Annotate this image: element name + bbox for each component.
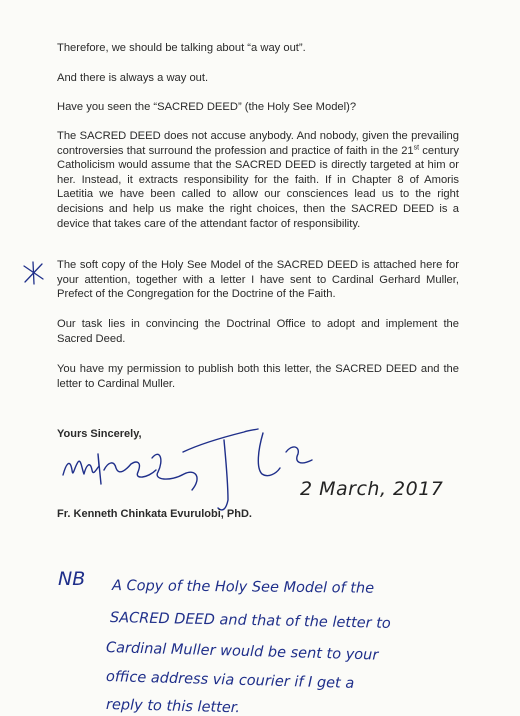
paragraph-soft-copy: The soft copy of the Holy See Model of the SACRED DEED is attached here for your attention, together with a letter I have sent to Cardinal Gerhard Muller, Prefect of the Congregation for the Doctrine of the Faith. — [57, 259, 459, 301]
paragraph-permission: You have my permission to publish both this letter, the SACRED DEED and the letter to Cardinal Muller. — [57, 363, 459, 390]
nb-line: reply to this letter. — [105, 697, 241, 716]
handwritten-date: 2 March, 2017 — [300, 478, 444, 500]
nb-line: A Copy of the Holy See Model of the — [111, 578, 375, 597]
paragraph-always-way-out: And there is always a way out. — [57, 72, 209, 84]
nb-line: SACRED DEED and that of the letter to — [109, 610, 391, 632]
nb-mark: NB — [58, 568, 86, 590]
explanation-text-start: The SACRED DEED does not accuse anybody. And nobody, given the prevailing controversies that surround the profession and practice of faith in the 21 — [57, 130, 459, 157]
paragraph-task: Our task lies in convincing the Doctrinal Office to adopt and implement the Sacred Deed. — [57, 318, 459, 345]
signer-name: Fr. Kenneth Chinkata Evurulobi, PhD. — [57, 508, 252, 520]
ordinal-suffix: st — [413, 143, 420, 151]
nb-line: office address via courier if I get a — [105, 669, 355, 692]
paragraph-way-out: Therefore, we should be talking about “a way out”. — [57, 42, 306, 54]
explanation-text-end: century Catholicism would assume that the SACRED DEED is directly targeted at him or her. Instead, it extracts responsibility for the faith. If in Chapter 8 of Amoris Laetitia we have been called to allow our consciences lead us to the right decisions and help us make the right choices, then the SACRED DEED is a device that takes care of the attendant factor of responsibility. — [57, 144, 459, 230]
paragraph-sacred-deed-question: Have you seen the “SACRED DEED” (the Holy See Model)? — [57, 101, 357, 113]
closing-salutation: Yours Sincerely, — [57, 428, 142, 440]
nb-line: Cardinal Muller would be sent to your — [105, 640, 379, 664]
